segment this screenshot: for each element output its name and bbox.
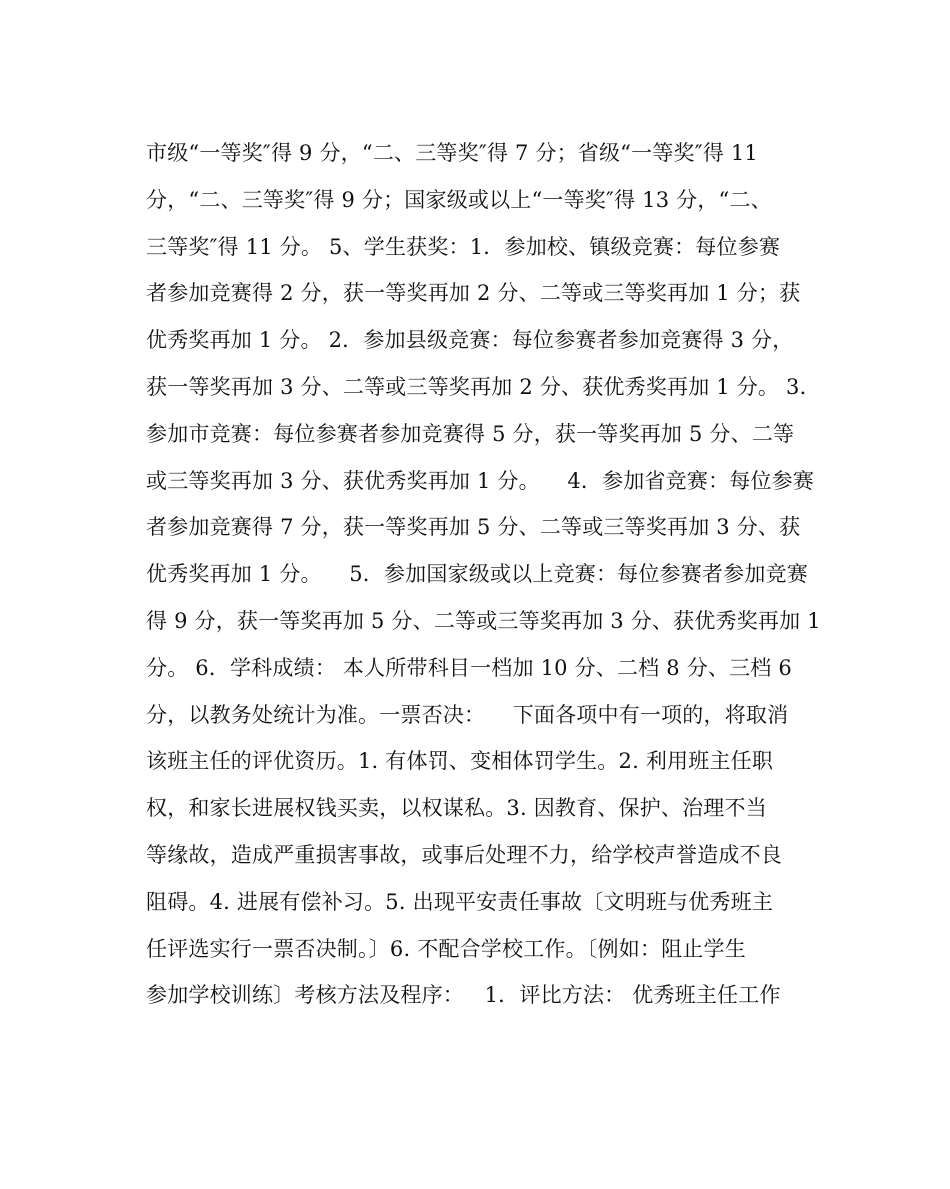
text-line: 优秀奖再加 1 分。 2．参加县级竞赛：每位参赛者参加竞赛得 3 分， (146, 328, 794, 353)
text-line: 分，以教务处统计为准。一票否决： 下面各项中有一项的，将取消 (146, 702, 789, 727)
text-line: 优秀奖再加 1 分。 5．参加国家级或以上竞赛：每位参赛者参加竞赛 (146, 562, 808, 587)
text-line: 市级“一等奖″得 9 分，“二、三等奖″得 7 分；省级“一等奖″得 11 (146, 141, 758, 165)
text-line: 者参加竞赛得 2 分，获一等奖再加 2 分、二等或三等奖再加 1 分；获 (146, 281, 801, 306)
text-line: 等缘故，造成严重损害事故，或事后处理不力，给学校声誉造成不良 (146, 842, 782, 867)
text-line: 该班主任的评优资历。1. 有体罚、变相体罚学生。2. 利用班主任职 (146, 749, 774, 774)
text-line: 分。 6．学科成绩： 本人所带科目一档加 10 分、二档 8 分、三档 6 (146, 655, 792, 680)
text-line: 或三等奖再加 3 分、获优秀奖再加 1 分。 4．参加省竞赛：每位参赛 (146, 468, 815, 493)
text-line: 参加学校训练〕考核方法及程序： 1．评比方法： 优秀班主任工作 (146, 983, 781, 1008)
text-line: 分，“二、三等奖″得 9 分；国家级或以上“一等奖″得 13 分，“二、 (146, 187, 772, 212)
text-line: 获一等奖再加 3 分、二等或三等奖再加 2 分、获优秀奖再加 1 分。 3． (146, 374, 821, 399)
text-line: 参加市竞赛：每位参赛者参加竞赛得 5 分，获一等奖再加 5 分、二等 (146, 421, 795, 446)
text-line: 任评选实行一票否决制。〕6. 不配合学校工作。〔例如：阻止学生 (146, 936, 746, 961)
document-body (146, 130, 821, 1019)
text-line: 三等奖″得 11 分。 5、学生获奖：1．参加校、镇级竞赛：每位参赛 (146, 234, 781, 259)
text-line: 权，和家长进展权钱买卖，以权谋私。3. 因教育、保护、治理不当 (146, 796, 767, 821)
text-line: 者参加竞赛得 7 分，获一等奖再加 5 分、二等或三等奖再加 3 分、获 (146, 515, 801, 540)
text-line: 阻碍。4. 进展有偿补习。5. 出现平安责任事故〔文明班与优秀班主 (146, 889, 774, 914)
text-line: 得 9 分，获一等奖再加 5 分、二等或三等奖再加 3 分、获优秀奖再加 1 (146, 608, 821, 633)
